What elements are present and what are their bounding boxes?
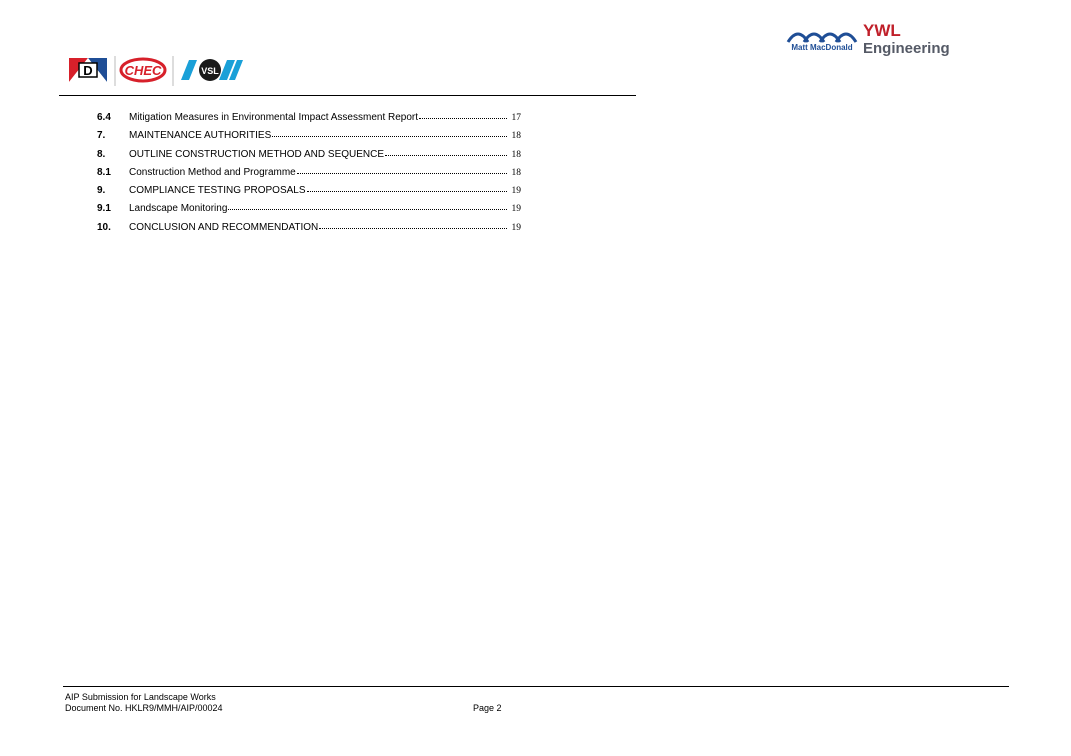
table-of-contents <box>97 110 521 238</box>
toc-entry-title: OUTLINE CONSTRUCTION METHOD AND SEQUENCE <box>129 148 385 160</box>
toc-entry-title: MAINTENANCE AUTHORITIES <box>129 130 272 142</box>
mattmacdonald-ywl-logo <box>786 20 961 65</box>
toc-entry-title: COMPLIANCE TESTING PROPOSALS <box>129 185 306 197</box>
toc-dot-leader <box>228 201 507 211</box>
toc-dot-leader <box>319 220 507 230</box>
contractor-logos <box>69 56 245 86</box>
arches-logo-icon <box>788 34 856 42</box>
toc-dot-leader <box>307 183 507 193</box>
toc-dot-leader <box>419 110 507 120</box>
toc-entry[interactable] <box>97 147 521 165</box>
toc-entry-number: 8. <box>97 148 106 160</box>
toc-dot-leader <box>297 165 507 175</box>
toc-entry-number: 9. <box>97 185 106 197</box>
toc-entry[interactable] <box>97 201 521 219</box>
page-number: Page 2 <box>473 703 502 713</box>
engineering-wordmark: Engineering <box>863 40 950 57</box>
toc-entry[interactable] <box>97 183 521 201</box>
toc-dot-leader <box>272 128 507 138</box>
toc-entry[interactable] <box>97 110 521 128</box>
chec-logo-icon <box>121 59 165 81</box>
svg-text:CHEC: CHEC <box>124 63 162 78</box>
footer-document-info <box>65 692 223 714</box>
dragages-d-logo-icon <box>69 58 107 82</box>
toc-entry-page: 19 <box>511 204 521 215</box>
toc-entry-page: 19 <box>511 222 521 233</box>
toc-entry-title: Mitigation Measures in Environmental Impact Assessment Report <box>129 112 419 123</box>
header-rule <box>59 95 636 96</box>
toc-entry-page: 18 <box>511 149 521 160</box>
toc-entry-page: 18 <box>511 131 521 142</box>
toc-entry-number: 9.1 <box>97 203 111 215</box>
vsl-logo-icon <box>181 59 243 81</box>
toc-entry-page: 19 <box>511 186 521 197</box>
toc-entry-number: 6.4 <box>97 112 111 123</box>
toc-entry[interactable] <box>97 165 521 183</box>
ywl-wordmark: YWL <box>863 21 901 40</box>
toc-dot-leader <box>385 147 507 157</box>
svg-text:D: D <box>83 63 93 78</box>
footer-rule <box>63 686 1009 687</box>
toc-entry-number: 10. <box>97 221 111 233</box>
toc-entry-title: CONCLUSION AND RECOMMENDATION <box>129 221 319 233</box>
footer-document-number: Document No. HKLR9/MMH/AIP/00024 <box>65 703 223 713</box>
toc-entry[interactable] <box>97 220 521 238</box>
footer-title: AIP Submission for Landscape Works <box>65 692 216 702</box>
svg-text:VSL: VSL <box>201 66 219 76</box>
toc-entry-number: 7. <box>97 130 106 142</box>
toc-entry-title: Construction Method and Programme <box>129 166 296 178</box>
toc-entry-page: 17 <box>511 113 521 123</box>
toc-entry-title: Landscape Monitoring <box>129 203 228 215</box>
matt-macdonald-wordmark: Matt MacDonald <box>791 43 853 52</box>
toc-entry-page: 18 <box>511 167 521 178</box>
toc-entry[interactable] <box>97 128 521 146</box>
toc-entry-number: 8.1 <box>97 166 111 178</box>
